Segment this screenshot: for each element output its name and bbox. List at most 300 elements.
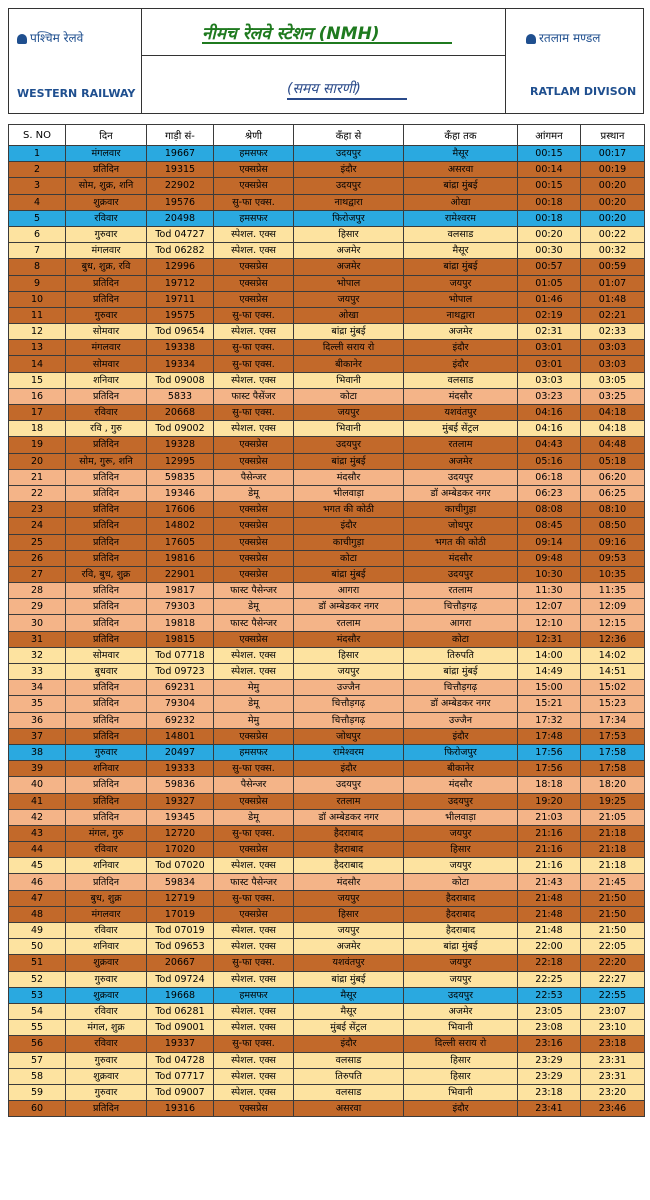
cell-train-no: 17020 <box>147 842 214 858</box>
cell-to: यशवंतपुर <box>404 405 518 421</box>
cell-to: बांद्रा मुंबई <box>404 259 518 275</box>
cell-sno: 50 <box>9 939 66 955</box>
cell-sno: 59 <box>9 1084 66 1100</box>
cell-day: प्रतिदिन <box>66 437 147 453</box>
cell-train-no: 19333 <box>147 761 214 777</box>
cell-to: ओखा <box>404 194 518 210</box>
cell-arrival: 23:29 <box>518 1068 581 1084</box>
cell-from: बांद्रा मुंबई <box>294 453 404 469</box>
cell-category: डेमू <box>214 696 294 712</box>
cell-departure: 22:05 <box>581 939 645 955</box>
cell-to: इंदौर <box>404 340 518 356</box>
cell-departure: 04:18 <box>581 405 645 421</box>
cell-to: फिरोजपुर <box>404 744 518 760</box>
cell-departure: 12:36 <box>581 631 645 647</box>
cell-category: हमसफर <box>214 210 294 226</box>
cell-departure: 10:35 <box>581 566 645 582</box>
table-row <box>9 146 645 162</box>
cell-departure: 23:20 <box>581 1084 645 1100</box>
cell-day: शुक्रवार <box>66 194 147 210</box>
table-row <box>9 777 645 793</box>
cell-from: अजमेर <box>294 939 404 955</box>
cell-arrival: 23:05 <box>518 1003 581 1019</box>
cell-from: चित्तौड़गढ़ <box>294 696 404 712</box>
cell-departure: 19:25 <box>581 793 645 809</box>
cell-departure: 23:31 <box>581 1068 645 1084</box>
cell-departure: 18:20 <box>581 777 645 793</box>
cell-from: अजमेर <box>294 259 404 275</box>
cell-day: प्रतिदिन <box>66 793 147 809</box>
cell-sno: 44 <box>9 842 66 858</box>
cell-sno: 15 <box>9 372 66 388</box>
cell-category: पैसेन्जर <box>214 777 294 793</box>
col-header-to: कँहा तक <box>404 125 518 146</box>
cell-category: एक्सप्रेस <box>214 1101 294 1117</box>
cell-arrival: 10:30 <box>518 566 581 582</box>
cell-day: प्रतिदिन <box>66 712 147 728</box>
cell-day: मंगल, गुरु <box>66 825 147 841</box>
cell-train-no: 17605 <box>147 534 214 550</box>
table-row <box>9 437 645 453</box>
cell-category: डेमू <box>214 809 294 825</box>
table-row <box>9 793 645 809</box>
cell-sno: 46 <box>9 874 66 890</box>
cell-sno: 31 <box>9 631 66 647</box>
cell-category: एक्सप्रेस <box>214 906 294 922</box>
cell-category: स्पेशल. एक्स <box>214 971 294 987</box>
cell-category: एक्सप्रेस <box>214 259 294 275</box>
cell-train-no: Tod 07718 <box>147 647 214 663</box>
cell-sno: 18 <box>9 421 66 437</box>
cell-from: तिरुपति <box>294 1068 404 1084</box>
cell-arrival: 00:20 <box>518 226 581 242</box>
cell-day: प्रतिदिन <box>66 502 147 518</box>
table-row <box>9 210 645 226</box>
cell-category: स्पेशल. एक्स <box>214 226 294 242</box>
table-row <box>9 728 645 744</box>
header-center-cell <box>142 9 506 113</box>
cell-to: जयपुर <box>404 955 518 971</box>
cell-train-no: 20668 <box>147 405 214 421</box>
cell-sno: 34 <box>9 680 66 696</box>
cell-departure: 01:07 <box>581 275 645 291</box>
cell-departure: 22:27 <box>581 971 645 987</box>
cell-to: वलसाड <box>404 372 518 388</box>
left-hindi-label: पश्चिम रेलवे <box>30 31 84 45</box>
cell-from: इंदौर <box>294 1036 404 1052</box>
cell-train-no: 20497 <box>147 744 214 760</box>
cell-from: मंदसौर <box>294 874 404 890</box>
cell-sno: 37 <box>9 728 66 744</box>
cell-to: हैदराबाद <box>404 906 518 922</box>
cell-category: सु-फा एक्स. <box>214 955 294 971</box>
cell-to: डॉ अम्बेडकर नगर <box>404 485 518 501</box>
ratlam-division-english: RATLAM DIVISON <box>530 85 637 98</box>
cell-train-no: Tod 09008 <box>147 372 214 388</box>
cell-from: उदयपुर <box>294 437 404 453</box>
cell-arrival: 19:20 <box>518 793 581 809</box>
cell-day: गुरुवार <box>66 971 147 987</box>
cell-train-no: 19345 <box>147 809 214 825</box>
cell-day: गुरुवार <box>66 1052 147 1068</box>
cell-from: इंदौर <box>294 518 404 534</box>
cell-from: जयपुर <box>294 890 404 906</box>
table-row <box>9 356 645 372</box>
cell-from: बांद्रा मुंबई <box>294 971 404 987</box>
cell-arrival: 06:18 <box>518 469 581 485</box>
table-row <box>9 275 645 291</box>
cell-day: सोमवार <box>66 647 147 663</box>
cell-day: प्रतिदिन <box>66 874 147 890</box>
col-header-from: कँहा से <box>294 125 404 146</box>
cell-departure: 21:05 <box>581 809 645 825</box>
page-title: नीमच रेलवे स्टेशन (NMH) <box>202 24 380 44</box>
cell-day: प्रतिदिन <box>66 1101 147 1117</box>
table-row <box>9 890 645 906</box>
table-row <box>9 599 645 615</box>
cell-sno: 25 <box>9 534 66 550</box>
cell-sno: 45 <box>9 858 66 874</box>
cell-to: असरवा <box>404 162 518 178</box>
cell-train-no: 12720 <box>147 825 214 841</box>
cell-category: एक्सप्रेस <box>214 453 294 469</box>
cell-sno: 8 <box>9 259 66 275</box>
cell-sno: 29 <box>9 599 66 615</box>
cell-sno: 58 <box>9 1068 66 1084</box>
cell-sno: 26 <box>9 550 66 566</box>
cell-arrival: 05:16 <box>518 453 581 469</box>
cell-day: प्रतिदिन <box>66 615 147 631</box>
table-row <box>9 1036 645 1052</box>
table-row <box>9 809 645 825</box>
table-row <box>9 518 645 534</box>
cell-arrival: 18:18 <box>518 777 581 793</box>
cell-train-no: 19338 <box>147 340 214 356</box>
cell-to: मैसूर <box>404 243 518 259</box>
cell-to: इंदौर <box>404 356 518 372</box>
cell-from: भिवानी <box>294 372 404 388</box>
cell-from: हैदराबाद <box>294 842 404 858</box>
cell-arrival: 06:23 <box>518 485 581 501</box>
cell-departure: 23:46 <box>581 1101 645 1117</box>
cell-departure: 03:03 <box>581 340 645 356</box>
cell-sno: 40 <box>9 777 66 793</box>
cell-from: मैसूर <box>294 1003 404 1019</box>
cell-day: प्रतिदिन <box>66 162 147 178</box>
cell-train-no: 19815 <box>147 631 214 647</box>
cell-train-no: Tod 04727 <box>147 226 214 242</box>
cell-arrival: 04:16 <box>518 405 581 421</box>
table-row <box>9 340 645 356</box>
cell-sno: 43 <box>9 825 66 841</box>
cell-from: उदयपुर <box>294 777 404 793</box>
cell-arrival: 15:00 <box>518 680 581 696</box>
cell-to: वलसाड <box>404 226 518 242</box>
cell-train-no: 19334 <box>147 356 214 372</box>
cell-sno: 55 <box>9 1020 66 1036</box>
cell-to: रतलाम <box>404 583 518 599</box>
cell-from: आगरा <box>294 583 404 599</box>
cell-departure: 15:23 <box>581 696 645 712</box>
cell-sno: 28 <box>9 583 66 599</box>
cell-departure: 22:55 <box>581 987 645 1003</box>
table-row <box>9 534 645 550</box>
cell-to: अजमेर <box>404 324 518 340</box>
cell-to: चित्तौड़गढ़ <box>404 599 518 615</box>
cell-arrival: 22:18 <box>518 955 581 971</box>
cell-category: स्पेशल. एक्स <box>214 1084 294 1100</box>
cell-from: अजमेर <box>294 243 404 259</box>
cell-sno: 12 <box>9 324 66 340</box>
cell-train-no: 19337 <box>147 1036 214 1052</box>
cell-day: प्रतिदिन <box>66 809 147 825</box>
cell-train-no: 19575 <box>147 307 214 323</box>
table-row <box>9 842 645 858</box>
cell-sno: 19 <box>9 437 66 453</box>
cell-to: काचीगुड़ा <box>404 502 518 518</box>
cell-train-no: 19667 <box>147 146 214 162</box>
table-row <box>9 388 645 404</box>
cell-category: एक्सप्रेस <box>214 842 294 858</box>
table-row <box>9 680 645 696</box>
cell-arrival: 22:53 <box>518 987 581 1003</box>
cell-category: सु-फा एक्स. <box>214 825 294 841</box>
cell-arrival: 21:16 <box>518 825 581 841</box>
cell-category: एक्सप्रेस <box>214 566 294 582</box>
cell-to: हिसार <box>404 842 518 858</box>
table-row <box>9 243 645 259</box>
cell-sno: 3 <box>9 178 66 194</box>
cell-sno: 22 <box>9 485 66 501</box>
cell-sno: 47 <box>9 890 66 906</box>
right-hindi-label: रतलाम मण्डल <box>539 31 601 45</box>
cell-sno: 4 <box>9 194 66 210</box>
table-row <box>9 744 645 760</box>
cell-sno: 41 <box>9 793 66 809</box>
cell-day: रवि, बुध, शुक्र <box>66 566 147 582</box>
col-header-arrival: आंगमन <box>518 125 581 146</box>
cell-day: प्रतिदिन <box>66 388 147 404</box>
cell-sno: 24 <box>9 518 66 534</box>
cell-from: मंदसौर <box>294 469 404 485</box>
cell-category: मेमु <box>214 680 294 696</box>
cell-category: डेमू <box>214 485 294 501</box>
cell-departure: 00:59 <box>581 259 645 275</box>
cell-from: जयपुर <box>294 291 404 307</box>
cell-from: इंदौर <box>294 761 404 777</box>
cell-arrival: 09:48 <box>518 550 581 566</box>
cell-day: प्रतिदिन <box>66 485 147 501</box>
cell-arrival: 03:01 <box>518 356 581 372</box>
cell-from: चित्तौड़गढ़ <box>294 712 404 728</box>
cell-category: स्पेशल. एक्स <box>214 372 294 388</box>
cell-category: मेमु <box>214 712 294 728</box>
cell-day: शुक्रवार <box>66 987 147 1003</box>
cell-departure: 23:31 <box>581 1052 645 1068</box>
cell-category: फास्ट पैसेन्जर <box>214 615 294 631</box>
cell-arrival: 21:48 <box>518 923 581 939</box>
cell-category: हमसफर <box>214 744 294 760</box>
cell-to: अजमेर <box>404 453 518 469</box>
cell-to: जोधपुर <box>404 518 518 534</box>
cell-arrival: 23:29 <box>518 1052 581 1068</box>
cell-arrival: 08:08 <box>518 502 581 518</box>
cell-arrival: 22:25 <box>518 971 581 987</box>
cell-category: फास्ट पैसेन्जर <box>214 874 294 890</box>
cell-to: नाथद्वारा <box>404 307 518 323</box>
table-row <box>9 712 645 728</box>
cell-departure: 06:20 <box>581 469 645 485</box>
cell-to: जयपुर <box>404 825 518 841</box>
cell-arrival: 17:56 <box>518 761 581 777</box>
cell-category: एक्सप्रेस <box>214 793 294 809</box>
cell-from: मंदसौर <box>294 631 404 647</box>
cell-category: पैसेन्जर <box>214 469 294 485</box>
cell-arrival: 04:16 <box>518 421 581 437</box>
cell-arrival: 22:00 <box>518 939 581 955</box>
table-row <box>9 566 645 582</box>
cell-from: भिवानी <box>294 421 404 437</box>
table-row <box>9 1003 645 1019</box>
cell-sno: 17 <box>9 405 66 421</box>
cell-departure: 21:50 <box>581 890 645 906</box>
cell-category: एक्सप्रेस <box>214 518 294 534</box>
cell-from: भोपाल <box>294 275 404 291</box>
cell-category: सु-फा एक्स. <box>214 340 294 356</box>
cell-arrival: 23:08 <box>518 1020 581 1036</box>
cell-train-no: Tod 06281 <box>147 1003 214 1019</box>
cell-category: सु-फा एक्स. <box>214 890 294 906</box>
cell-departure: 21:45 <box>581 874 645 890</box>
cell-train-no: 59836 <box>147 777 214 793</box>
cell-arrival: 00:18 <box>518 194 581 210</box>
cell-to: कोटा <box>404 631 518 647</box>
title-underline <box>202 42 452 44</box>
cell-to: इंदौर <box>404 1101 518 1117</box>
cell-category: स्पेशल. एक्स <box>214 1020 294 1036</box>
cell-departure: 23:10 <box>581 1020 645 1036</box>
cell-arrival: 15:21 <box>518 696 581 712</box>
cell-to: अजमेर <box>404 1003 518 1019</box>
cell-departure: 17:53 <box>581 728 645 744</box>
cell-sno: 10 <box>9 291 66 307</box>
table-row <box>9 583 645 599</box>
cell-departure: 09:16 <box>581 534 645 550</box>
cell-category: सु-फा एक्स. <box>214 405 294 421</box>
page-subtitle: (समय सारणी) <box>287 81 361 97</box>
cell-to: हैदराबाद <box>404 923 518 939</box>
cell-train-no: Tod 09001 <box>147 1020 214 1036</box>
cell-day: गुरुवार <box>66 1084 147 1100</box>
cell-day: प्रतिदिन <box>66 518 147 534</box>
cell-day: शनिवार <box>66 939 147 955</box>
cell-train-no: 79303 <box>147 599 214 615</box>
table-row <box>9 761 645 777</box>
header-right-cell <box>506 9 643 113</box>
cell-day: प्रतिदिन <box>66 534 147 550</box>
cell-from: जोधपुर <box>294 728 404 744</box>
cell-from: वलसाड <box>294 1084 404 1100</box>
cell-departure: 00:20 <box>581 194 645 210</box>
cell-arrival: 21:48 <box>518 906 581 922</box>
cell-sno: 9 <box>9 275 66 291</box>
cell-sno: 5 <box>9 210 66 226</box>
cell-departure: 04:48 <box>581 437 645 453</box>
cell-to: बांद्रा मुंबई <box>404 664 518 680</box>
cell-from: बीकानेर <box>294 356 404 372</box>
cell-category: फास्ट पैसेंजर <box>214 388 294 404</box>
cell-train-no: 22902 <box>147 178 214 194</box>
cell-departure: 05:18 <box>581 453 645 469</box>
cell-to: बांद्रा मुंबई <box>404 178 518 194</box>
cell-sno: 49 <box>9 923 66 939</box>
cell-departure: 03:03 <box>581 356 645 372</box>
cell-day: प्रतिदिन <box>66 599 147 615</box>
cell-arrival: 00:15 <box>518 146 581 162</box>
cell-from: यशवंतपुर <box>294 955 404 971</box>
cell-train-no: Tod 07019 <box>147 923 214 939</box>
table-row <box>9 226 645 242</box>
cell-from: फिरोजपुर <box>294 210 404 226</box>
cell-sno: 23 <box>9 502 66 518</box>
cell-category: स्पेशल. एक्स <box>214 421 294 437</box>
cell-arrival: 00:15 <box>518 178 581 194</box>
cell-to: उदयपुर <box>404 566 518 582</box>
cell-departure: 21:50 <box>581 923 645 939</box>
table-row <box>9 647 645 663</box>
cell-arrival: 01:46 <box>518 291 581 307</box>
cell-departure: 03:05 <box>581 372 645 388</box>
cell-sno: 33 <box>9 664 66 680</box>
cell-arrival: 12:10 <box>518 615 581 631</box>
cell-departure: 08:50 <box>581 518 645 534</box>
cell-category: सु-फा एक्स. <box>214 356 294 372</box>
cell-departure: 06:25 <box>581 485 645 501</box>
cell-arrival: 14:00 <box>518 647 581 663</box>
cell-sno: 6 <box>9 226 66 242</box>
cell-category: एक्सप्रेस <box>214 631 294 647</box>
cell-arrival: 00:14 <box>518 162 581 178</box>
table-row <box>9 453 645 469</box>
cell-arrival: 02:31 <box>518 324 581 340</box>
cell-category: एक्सप्रेस <box>214 534 294 550</box>
cell-departure: 17:58 <box>581 744 645 760</box>
cell-arrival: 14:49 <box>518 664 581 680</box>
table-row <box>9 485 645 501</box>
table-row <box>9 259 645 275</box>
cell-from: बांद्रा मुंबई <box>294 324 404 340</box>
cell-category: स्पेशल. एक्स <box>214 664 294 680</box>
cell-sno: 14 <box>9 356 66 372</box>
cell-departure: 01:48 <box>581 291 645 307</box>
cell-sno: 38 <box>9 744 66 760</box>
cell-departure: 21:50 <box>581 906 645 922</box>
cell-from: बांद्रा मुंबई <box>294 566 404 582</box>
cell-day: रविवार <box>66 405 147 421</box>
cell-day: प्रतिदिन <box>66 631 147 647</box>
cell-departure: 17:58 <box>581 761 645 777</box>
table-row <box>9 291 645 307</box>
cell-departure: 14:51 <box>581 664 645 680</box>
table-row <box>9 324 645 340</box>
cell-train-no: Tod 09002 <box>147 421 214 437</box>
table-row <box>9 906 645 922</box>
table-row <box>9 1101 645 1117</box>
cell-departure: 03:25 <box>581 388 645 404</box>
cell-day: गुरुवार <box>66 744 147 760</box>
cell-departure: 21:18 <box>581 842 645 858</box>
table-row <box>9 469 645 485</box>
